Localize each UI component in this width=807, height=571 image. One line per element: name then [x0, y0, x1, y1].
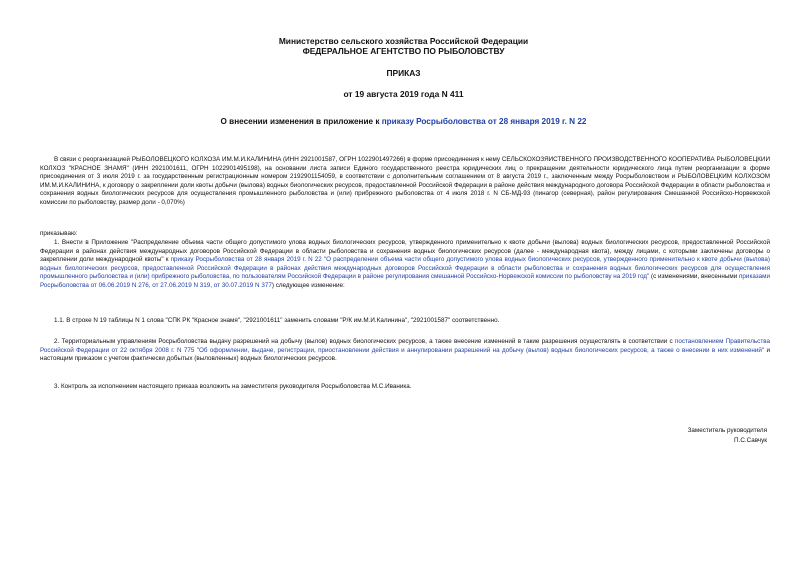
agency-heading: ФЕДЕРАЛЬНОЕ АГЕНТСТВО ПО РЫБОЛОВСТВУ	[302, 46, 505, 56]
doc-title-prefix: О внесении изменения в приложение к	[220, 117, 382, 126]
signature-name: П.С.Савчук	[734, 437, 767, 444]
doc-title	[0, 117, 807, 128]
doc-date-number: от 19 августа 2019 года N 411	[343, 89, 464, 99]
item-1-text-c: ) следующее изменение:	[271, 281, 345, 289]
item-2-text-b: и настоящим приказом с учетом фактически добытых (выловленных) водных биологических ресурсов.	[40, 346, 770, 363]
doc-type-heading: ПРИКАЗ	[386, 68, 421, 78]
paragraph-item-2	[40, 338, 770, 374]
order-22-link[interactable]: приказу Росрыболовства от 28 января 2019 г. N 22 "О распределении объема части общего допустимого улова водных биологических ресурсов, утвержденного применительно к квоте добычи (вылова) водных биологических ресурсов, предоставленной Российской Федерации в районах действия международных договоров Российской Федерации в области рыболовства и сохранения водных биологических ресурсов для осуществления промышленного рыболовства и (или) прибрежного рыболовства, по пользователям Российской Федерации в районе регулирования смешанной Российско-Норвежской комиссии по рыболовству на 2019 год"	[40, 256, 770, 281]
amending-orders-link[interactable]: приказами Росрыболовства от 06.06.2019 N 276, от 27.06.2019 N 319, от 30.07.2019 N 377	[40, 273, 770, 289]
paragraph-item-3: 3. Контроль за исполнением настоящего приказа возложить на заместителя руководителя Росрыболовства М.С.Иваника.	[54, 383, 412, 390]
paragraph-preamble: В связи с реорганизацией РЫБОЛОВЕЦКОГО КОЛХОЗА ИМ.М.И.КАЛИНИНА (ИНН 2921001587, ОГРН 1022901497266) в форме присоединения к нему СЕЛЬСКОХОЗЯЙСТВЕННОГО ПРОИЗВОДСТВЕННОГО КООПЕРАТИВА РЫБОЛОВЕЦКИЙ КОЛХОЗ "КРАСНОЕ ЗНАМЯ" (ИНН 2921001611, ОГРН 1022901495198), на основании листа записи Единого государственного реестра юридических лиц о прекращении деятельности юридического лица путем реорганизации в форме присоединения от 3 июля 2019 г. за государственным регистрационным номером 2192901154059, в соответствии с дополнительным соглашением от 8 августа 2019 г., заключенным между Росрыболовством и РЫБОЛОВЕЦКИМ КОЛХОЗОМ ИМ.М.И.КАЛИНИНА, к договору о закреплении доли квоты добычи (вылова) водных биологических ресурсов, предоставленной Российской Федерации в районе действия международного договора Российской Федерации в области рыболовства и сохранения водных биологических ресурсов для осуществления промышленного рыболовства и (или) прибрежного рыболовства от 4 июля 2018 г. N СБ-МД-93 (пинагор (северная), район регулирования Смешанной Российско-Норвежской комиссии по рыболовству, размер доли - 0,070%)	[40, 156, 770, 206]
government-decree-link[interactable]: постановлением Правительства Российской Федерации от 22 октября 2008 г. N 775 "Об оформлении, выдаче, регистрации, приостановлении действия и аннулировании разрешений на добычу (вылов) водных биологических ресурсов, а также о внесении в них изменений"	[40, 338, 770, 354]
doc-title-link[interactable]: приказу Росрыболовства от 28 января 2019 г. N 22	[381, 117, 587, 126]
paragraph-item-1	[40, 239, 770, 317]
signature-position: Заместитель руководителя	[687, 427, 767, 434]
ministry-heading: Министерство сельского хозяйства Российской Федерации	[278, 36, 529, 46]
item-1-text-b: (с изменениями, внесенными	[649, 273, 740, 281]
paragraph-item-1-1: 1.1. В строке N 19 таблицы N 1 слова "СПК РК "Красное знамя", "2921001611" заменить словами "Р/К им.М.И.Калинина", "2921001587" соответственно.	[54, 317, 500, 324]
item-1-text-a: 1. Внести в Приложение "Распределение объема части общего допустимого улова водных биологических ресурсов, утвержденного применительно к квоте добычи (вылова) водных биологических ресурсов, предоставленной Российской Федерации в районах действия международных договоров Российской Федерации в области рыболовства и сохранения водных биологических ресурсов (далее - международная квота), между лицами, с которыми заключены договоры о закреплении доли международной квоты" к	[40, 239, 770, 264]
item-2-text-a: 2. Территориальным управлениям Росрыболовства выдачу разрешений на добычу (вылов) водных биологических ресурсов, а также внесение изменений в такие разрешения осуществлять в соответствии с	[54, 338, 675, 345]
paragraph-order-word: приказываю:	[40, 230, 78, 237]
